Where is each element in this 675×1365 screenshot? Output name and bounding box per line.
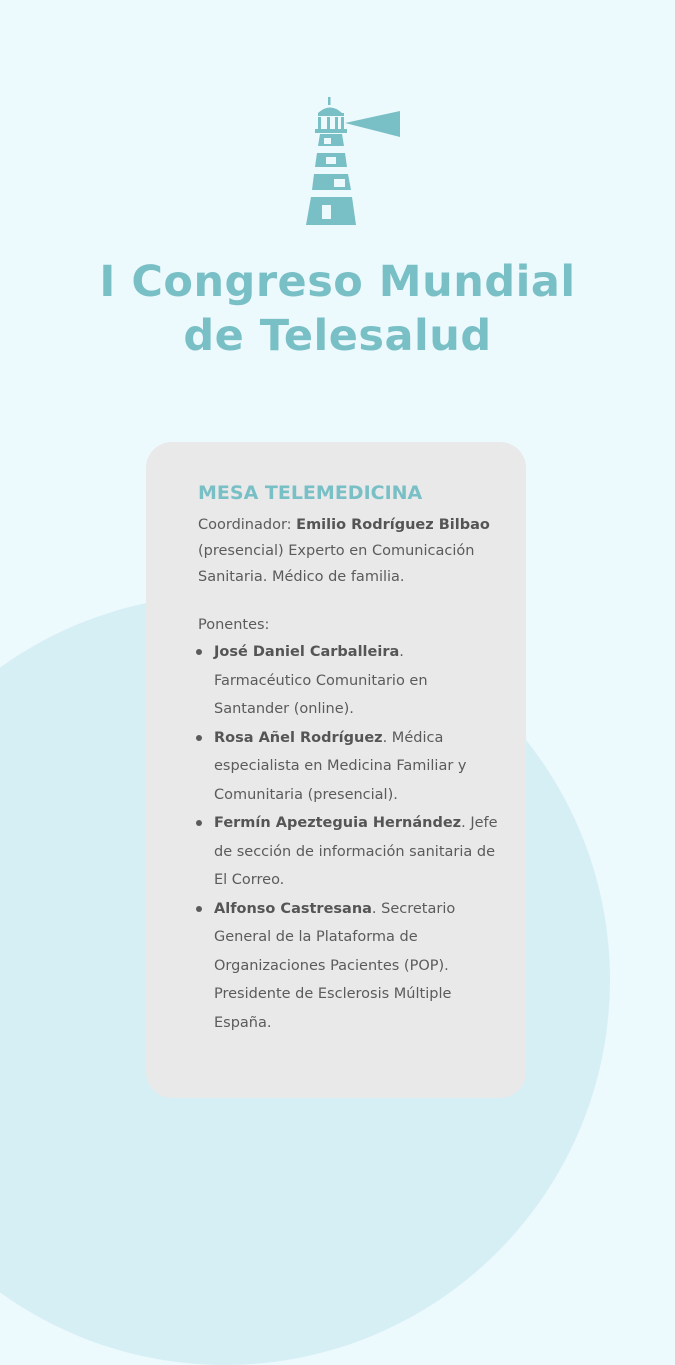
bullet-icon: [196, 906, 202, 912]
speakers-label: Ponentes:: [198, 617, 270, 633]
bullet-icon: [196, 649, 202, 655]
page-title: [0, 255, 675, 363]
bullet-icon: [196, 735, 202, 741]
coordinator-description: (presencial) Experto en Comunicación Sanitaria. Médico de familia.: [198, 543, 475, 585]
title-line-2: de Telesalud: [183, 311, 492, 361]
coordinator-label: Coordinador:: [198, 517, 292, 533]
speaker-name: Rosa Añel Rodríguez: [214, 729, 383, 746]
coordinator-paragraph: [198, 512, 498, 590]
speaker-name: Fermín Apezteguia Hernández: [214, 815, 462, 831]
speaker-name: José Daniel Carballeira: [214, 644, 400, 660]
bullet-icon: [196, 820, 202, 826]
session-card: [146, 442, 526, 1098]
speaker-name: Alfonso Castresana: [214, 900, 372, 917]
session-title: MESA TELEMEDICINA: [198, 482, 423, 504]
speaker-description: . Secretario General de la Plataforma de Organizaciones Pacientes (POP). Presidente de Esclerosis Múltiple España.: [214, 900, 456, 1031]
title-line-1: I Congreso Mundial: [99, 257, 576, 307]
speaker-description: . Farmacéutico Comunitario en Santander (online).: [214, 644, 428, 717]
speaker-item: [198, 638, 498, 724]
speaker-item: [198, 724, 498, 810]
speakers-list: [198, 638, 498, 1037]
lighthouse-icon: [300, 95, 405, 227]
coordinator-name: Emilio Rodríguez Bilbao: [296, 517, 490, 533]
speaker-item: [198, 809, 498, 895]
speaker-description: . Médica especialista en Medicina Familiar y Comunitaria (presencial).: [214, 729, 467, 803]
speaker-item: [198, 895, 498, 1038]
speaker-description: . Jefe de sección de información sanitaria de El Correo.: [214, 815, 498, 888]
